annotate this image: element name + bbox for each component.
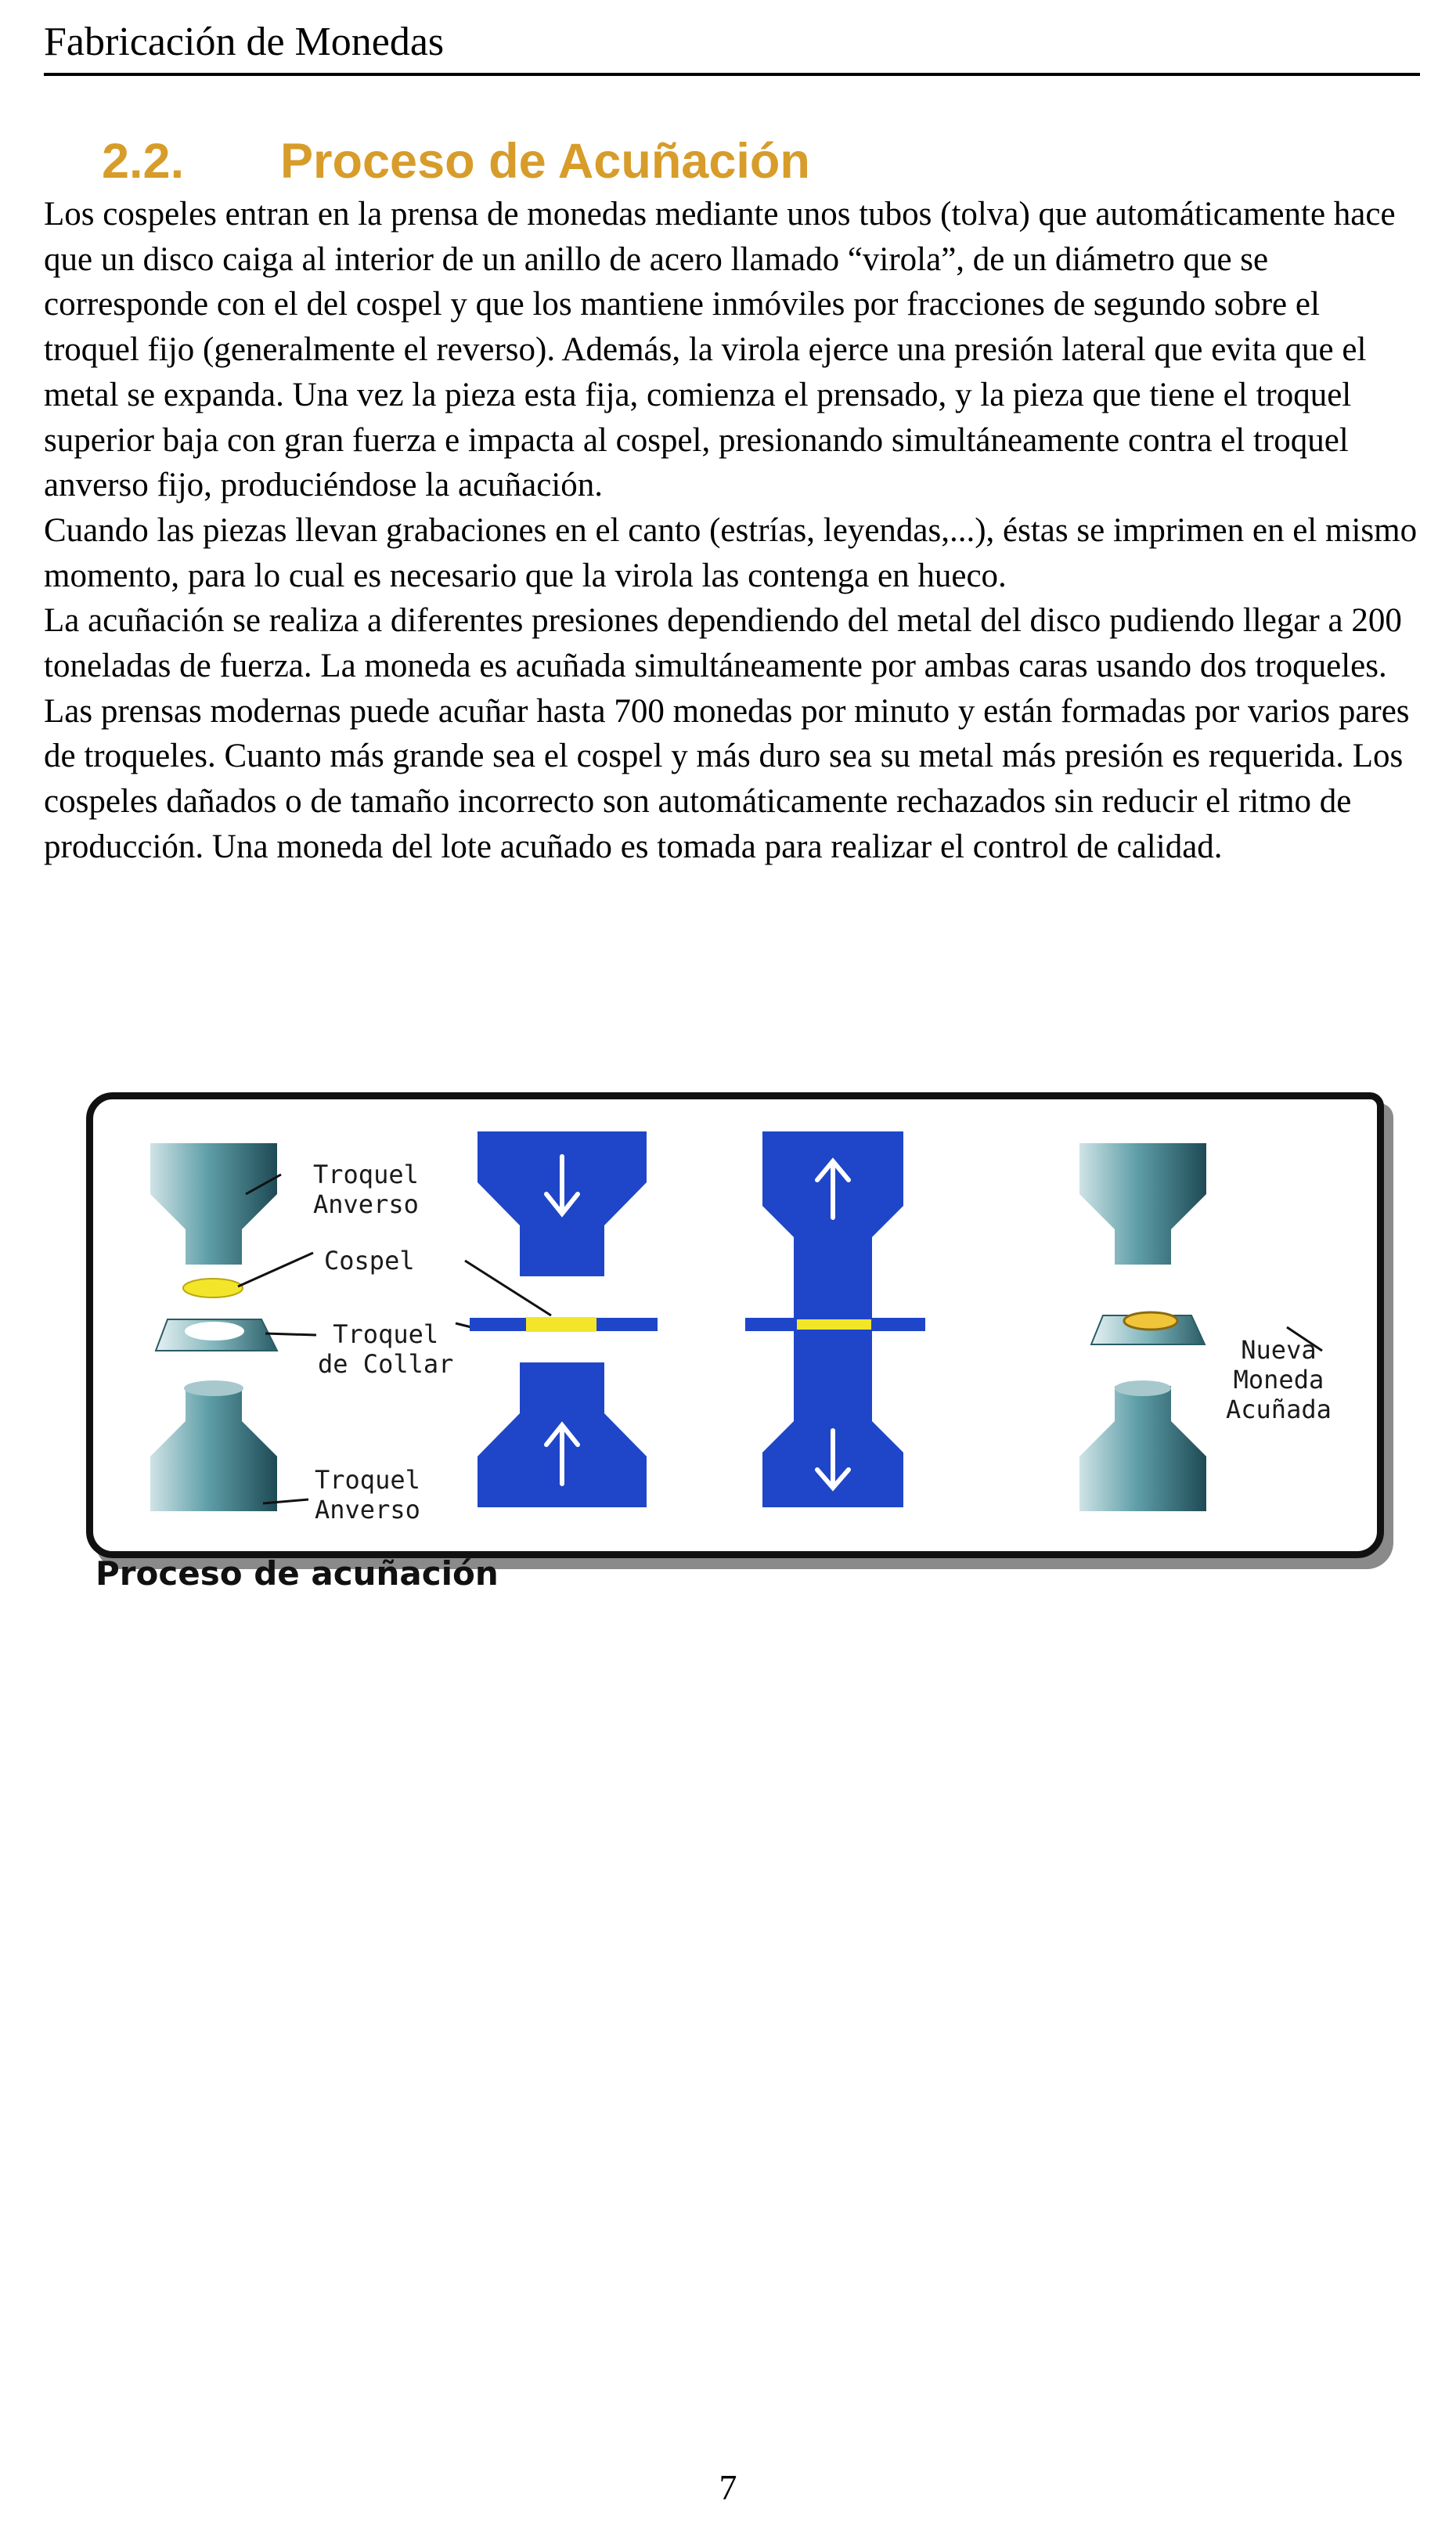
- upper-die-icon: [1079, 1143, 1206, 1265]
- section-number: 2.2.: [102, 134, 185, 189]
- label-top-die: Troquel Anverso: [313, 1160, 419, 1219]
- figure-caption: Proceso de acuñación: [96, 1554, 499, 1593]
- page-number: 7: [719, 2467, 737, 2507]
- struck-coin-schematic: [797, 1319, 871, 1330]
- blank-schematic: [526, 1317, 596, 1332]
- panel-schematic-closing: [470, 1131, 658, 1507]
- section-title: Proceso de Acuñación: [280, 134, 810, 189]
- label-new-coin: Nueva Moneda Acuñada: [1226, 1335, 1332, 1424]
- lower-die-icon: [1079, 1386, 1206, 1511]
- panel-steel-dies-before: [150, 1143, 277, 1511]
- coin-blank-icon: [183, 1279, 243, 1297]
- upper-die-icon: [150, 1143, 277, 1265]
- label-blank: Cospel: [324, 1246, 415, 1276]
- minting-diagram: [81, 1092, 1389, 1609]
- minting-process-figure: [81, 1092, 1389, 1609]
- body-text: [44, 192, 1422, 870]
- panel-schematic-struck: [745, 1131, 925, 1507]
- running-header: Fabricación de Monedas: [44, 20, 445, 64]
- panel-steel-dies-after: [1079, 1143, 1206, 1511]
- paragraph: La acuñación se realiza a diferentes presiones dependiendo del metal del disco pudiendo llegar a 200 toneladas de fuerza. La moneda es acuñada simultáneamente por ambas caras usando dos troqueles. Las prensas modernas puede acuñar hasta 700 monedas por minuto y están formadas por varios pares de troqueles. Cuanto más grande sea el cospel y más duro sea su metal más presión es requerida. Los cospeles dañados o de tamaño incorrecto son automáticamente rechazados sin reducir el ritmo de producción. Una moneda del lote acuñado es tomada para realizar el control de calidad.: [44, 602, 1410, 865]
- header-rule: [44, 73, 1420, 76]
- lower-die-icon: [150, 1386, 277, 1511]
- paragraph: Los cospeles entran en la prensa de monedas mediante unos tubos (tolva) que automáticamente hace que un disco caiga al interior de un anillo de acero llamado “virola”, de un diámetro que se corresponde con el del cospel y que los mantiene inmóviles por fracciones de segundo sobre el troquel fijo (generalmente el reverso). Además, la virola ejerce una presión lateral que evita que el metal se expanda. Una vez la pieza esta fija, comienza el prensado, y la pieza que tiene el troquel superior baja con gran fuerza e impacta al cospel, presionando simultáneamente contra el troquel anverso fijo, produciéndose la acuñación.: [44, 196, 1396, 504]
- label-collar-die: Troquel de Collar: [318, 1319, 454, 1379]
- minted-coin-icon: [1124, 1312, 1177, 1330]
- label-bottom-die: Troquel Anverso: [315, 1465, 420, 1525]
- paragraph: Cuando las piezas llevan grabaciones en el canto (estrías, leyendas,...), éstas se imprimen en el mismo momento, para lo cual es necesario que la virola las contenga en hueco.: [44, 511, 1418, 594]
- section-heading: [102, 130, 810, 193]
